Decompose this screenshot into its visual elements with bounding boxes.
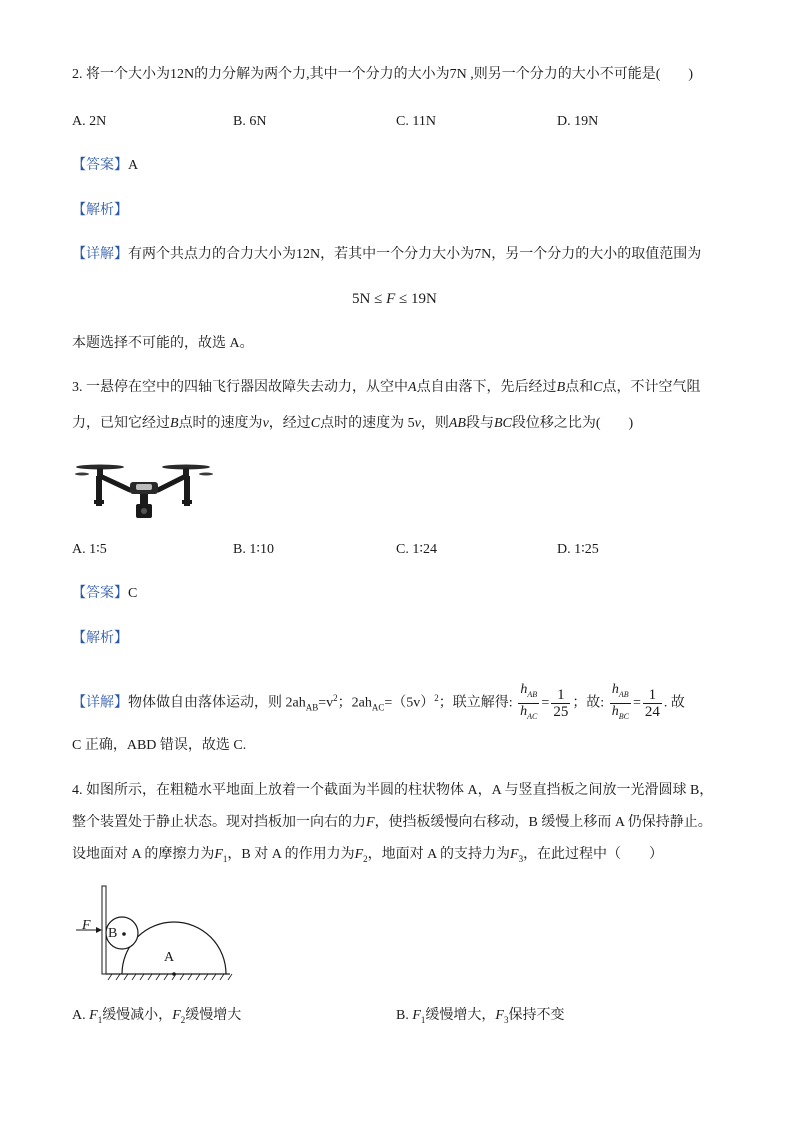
- diagram-label-b: B: [108, 926, 118, 941]
- q3-answer: [72, 584, 137, 604]
- q4-option-a: A. $F_1$缓慢减小，$F_2$缓慢增大: [72, 1008, 242, 1025]
- detail-tag: 【详解】: [72, 695, 128, 711]
- q2-answer: [72, 156, 138, 176]
- q4-option-b: B. $F_1$缓慢增大，$F_3$保持不变: [396, 1008, 565, 1025]
- q2-formula: 5N ≤ F ≤ 19N: [352, 291, 437, 307]
- q2-option-c: C. 11N: [396, 114, 436, 129]
- q3-detail-line1: 【详解】物体做自由落体运动，则 $2ah_{AB}=v^2$；$2ah_{AC}=(5v)^2$；联立解得: $\frac{h_{AB}}{h_{AC}}$ = $\frac{1}{25}$ ；故: $\frac{h_{AB}}{h_{BC}}$ = $\frac{1}{24}$ . 故: [72, 676, 685, 729]
- q3-analysis-tag: 【解析】: [72, 631, 128, 646]
- q3-option-b: B. 1∶10: [233, 542, 274, 557]
- physics-diagram: [72, 884, 237, 984]
- answer-value: A: [128, 158, 139, 173]
- fraction-1-25: $\frac{1}{25}$: [553, 686, 569, 720]
- fraction-hab-hac: $\frac{h_{AB}}{h_{AC}}$: [520, 682, 538, 721]
- q4-stem-line1: 4. 如图所示，在粗糙水平地面上放着一个截面为半圆的柱状物体 A，A 与竖直挡板之间放一光滑圆球 B，: [72, 783, 714, 798]
- detail-tag: 【详解】: [72, 247, 128, 262]
- q2-conclusion: 本题选择不可能的，故选 A。: [72, 336, 254, 351]
- q2-option-d: D. 19N: [557, 114, 599, 129]
- fraction-hab-hbc: $\frac{h_{AB}}{h_{BC}}$: [611, 682, 629, 721]
- q4-stem-line3: 设地面对 A 的摩擦力为$F_1$，B 对 A 的作用力为$F_2$，地面对 A 的支持力为$F_3$，在此过程中（ ）: [72, 847, 664, 864]
- q2-option-a: A. 2N: [72, 114, 107, 129]
- answer-tag: 【答案】: [72, 586, 128, 601]
- q2-stem: 2. 将一个大小为12N的力分解为两个力,其中一个分力的大小为7N ,则另一个分力的大小不可能是( ): [72, 67, 694, 82]
- answer-value: C: [128, 586, 138, 601]
- drone-image: [74, 460, 214, 522]
- q3-option-d: D. 1∶25: [557, 542, 599, 557]
- q2-option-b: B. 6N: [233, 114, 267, 129]
- q3-stem-line2: 力，已知它经过B点时的速度为v，经过C点时的速度为 5v，则AB段与BC段位移之比为( ): [72, 416, 634, 431]
- diagram-label-f: F: [82, 918, 91, 933]
- q2-detail: 【详解】有两个共点力的合力大小为12N，若其中一个分力大小为7N，另一个分力的大小的取值范围为: [72, 247, 702, 262]
- q3-detail-line2: C 正确，ABD 错误，故选 C.: [72, 738, 247, 753]
- answer-tag: 【答案】: [72, 158, 128, 173]
- q4-stem-line2: 整个装置处于静止状态。现对挡板加一向右的力F，使挡板缓慢向右移动，B 缓慢上移而 A 仍保持静止。: [72, 815, 712, 830]
- q2-analysis-tag: 【解析】: [72, 203, 128, 218]
- fraction-1-24: $\frac{1}{24}$: [644, 686, 660, 720]
- q3-option-a: A. 1∶5: [72, 542, 107, 557]
- diagram-label-a: A: [164, 950, 175, 965]
- q3-option-c: C. 1∶24: [396, 542, 437, 557]
- q3-stem-line1: 3. 一悬停在空中的四轴飞行器因故障失去动力，从空中A点自由落下，先后经过B点和C点，不计空气阻: [72, 380, 701, 395]
